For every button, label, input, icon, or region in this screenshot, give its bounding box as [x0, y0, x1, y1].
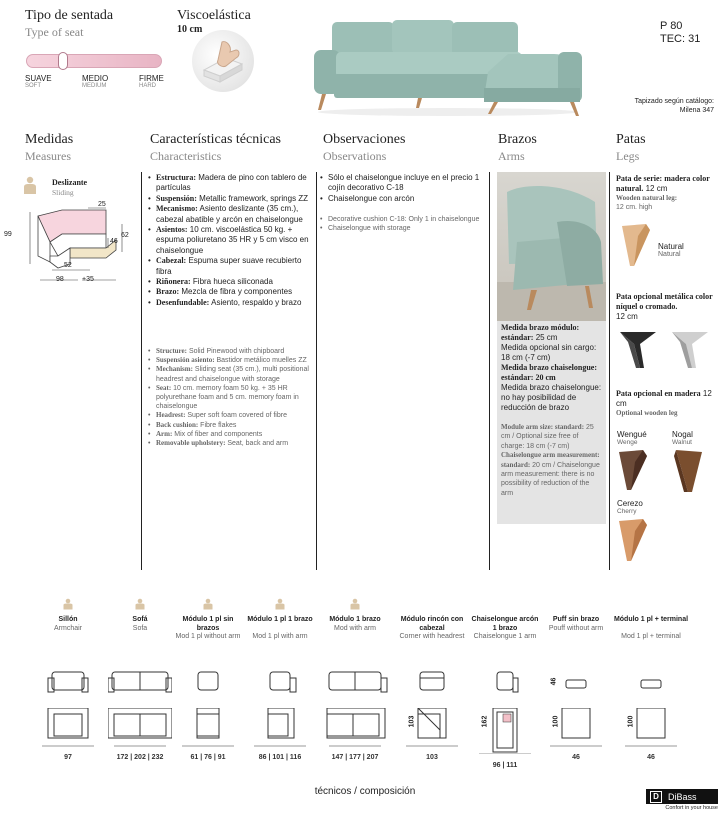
characteristic-en-item: [148, 439, 312, 448]
characteristic-en-item-text: Seat, back and arm: [227, 440, 289, 448]
mechanism-en: Sliding: [52, 188, 74, 197]
arm-en-std-text: 25 cm / Optional size free of charge: 18 cm (-7 cm): [501, 424, 594, 450]
module-card: [28, 596, 108, 776]
module-width-dimension: 96 | 111: [492, 762, 518, 769]
characteristic-es-item-label: Suspensión:: [156, 193, 197, 203]
characteristics-es-list: [148, 173, 312, 308]
legs-series-size: 12 cm: [645, 183, 668, 193]
module-name: Módulo 1 brazo: [329, 616, 381, 623]
characteristic-es-item: [148, 204, 312, 225]
brand-name: DiBass: [668, 791, 697, 802]
legs-metal-size: 12 cm: [616, 312, 638, 321]
module-name: Módulo 1 pl + terminal: [613, 616, 689, 623]
seat-firmness-scale: [26, 52, 164, 70]
legs-wood-en: Optional wooden leg: [616, 409, 678, 417]
legs-metal: [616, 292, 716, 322]
sofa-chaiselongue-illustration: [308, 14, 588, 118]
upholstery-note-line2: Milena 347: [679, 107, 714, 114]
characteristic-en-item-label: Suspensión asiento:: [156, 356, 215, 365]
module-card: [244, 596, 316, 776]
module-width-dimension: 46: [572, 754, 580, 761]
characteristics-header: [150, 132, 315, 164]
module-plan-view: [612, 708, 690, 754]
legs-series-en-label: Wooden natural leg:: [616, 193, 678, 202]
characteristic-en-item-text: Bastidor metálico muelles ZZ: [216, 357, 307, 365]
characteristic-en-item-text: 10 cm. memory foam 50 kg. + 35 HR polyurethane foam and 5 cm. memory foam in chaiselongue: [156, 384, 299, 411]
module-plan-view: [28, 708, 108, 754]
observation-es-item: • Sólo el chaiselongue incluye en el precio 1 cojín decorativo C-18: [320, 173, 486, 194]
brand-logo-bar: [646, 789, 718, 804]
walnut-leg-icon: [672, 448, 704, 494]
wenge-leg-icon: [617, 448, 649, 492]
observation-es-item: • Chaiselongue con arcón: [320, 194, 486, 204]
seat-type-subtitle: Type of seat: [25, 25, 84, 39]
module-front-view: [470, 668, 540, 696]
leg-finish-walnut-en: Walnut: [672, 439, 692, 446]
arm-en-std-block: [501, 423, 602, 451]
characteristic-es-item-text: Madera de pino con tablero de partículas: [156, 173, 307, 193]
foam-title: Viscoelástica: [177, 8, 251, 23]
characteristic-es-item-label: Mecanismo:: [156, 204, 198, 214]
characteristic-es-item: [148, 194, 312, 204]
module-plan-view: [244, 708, 316, 754]
observation-en-item: • Chaiselongue with storage: [320, 224, 486, 233]
module-width-dimension: 97: [64, 754, 72, 761]
person-seated-icon: [350, 598, 360, 610]
module-name-en: Chaiselongue 1 arm: [473, 633, 537, 640]
product-code-block: [660, 20, 722, 46]
leg-finish-cherry-en: Cherry: [617, 508, 637, 515]
legs-series-en-size: 12 cm. high: [616, 203, 653, 211]
module-name: Sofá: [132, 616, 148, 623]
observation-en-item: • Decorative cushion C-18: Only 1 in chaiselongue: [320, 215, 486, 224]
seat-firmness-bar: [26, 54, 162, 68]
leg-finish-walnut: [672, 430, 716, 499]
module-name-en: Mod 1 pl + terminal: [621, 633, 681, 640]
legs-header: [616, 132, 716, 164]
arm-chaise-label: Medida brazo chaiselongue: estándar: 20 cm: [501, 363, 597, 382]
characteristic-es-item: [148, 256, 312, 277]
characteristic-en-item-text: Solid Pinewood with chipboard: [188, 348, 285, 355]
seat-type-section: [25, 8, 175, 40]
characteristic-en-item: [148, 421, 312, 430]
leg-finish-wenge-en: Wenge: [617, 439, 638, 446]
divider-measures: [141, 172, 142, 570]
characteristics-en-list: [148, 347, 312, 448]
characteristic-es-item: [148, 277, 312, 287]
leg-finish-cherry-es: Cerezo: [617, 499, 643, 508]
legs-metal-label: Pata opcional metálica color níquel o cromado.: [616, 292, 713, 311]
characteristic-en-item: [148, 365, 312, 383]
characteristic-en-item: [148, 411, 312, 420]
characteristic-en-item-label: Seat:: [156, 383, 172, 392]
module-side-dimension: 103: [408, 715, 416, 728]
cherry-leg-icon: [617, 517, 649, 563]
arm-photo: [497, 172, 606, 321]
leg-finish-walnut-es: Nogal: [672, 430, 693, 439]
module-plan-view: [316, 708, 394, 754]
seat-scale-medium: [82, 74, 122, 89]
mechanism-es: Deslizante: [52, 178, 88, 187]
observations-title: Observaciones: [323, 132, 406, 147]
arm-std-block: [501, 323, 602, 343]
divider-arms: [609, 172, 610, 570]
brand-logo: [646, 789, 718, 813]
seat-scale-medium-en: MEDIUM: [82, 83, 107, 89]
characteristics-subtitle: Characteristics: [150, 149, 222, 163]
arm-en-chaise-block: [501, 451, 602, 498]
arm-info-box: [497, 321, 606, 524]
characteristic-en-item-text: Sliding seat (35 cm.), multi positional headrest and chaiselongue with storage: [156, 366, 309, 383]
characteristics-title: Características técnicas: [150, 132, 281, 147]
arm-std-optional: Medida opcional sin cargo: 18 cm (-7 cm): [501, 343, 597, 362]
divider-observations: [489, 172, 490, 570]
characteristics-en: [148, 347, 312, 448]
foam-size: 10 cm: [177, 24, 203, 35]
seat-firmness-marker: [58, 52, 68, 70]
module-card: [316, 596, 394, 776]
characteristic-es-item-text: Asiento deslizante (35 cm.), cabezal abatible y arcón en chaiselongue: [156, 204, 303, 224]
characteristic-es-item-label: Asientos:: [156, 225, 188, 235]
person-seated-icon: [203, 598, 213, 610]
characteristic-en-item-label: Structure:: [156, 347, 187, 355]
upholstery-note-line1: Tapizado según catálogo:: [634, 98, 714, 105]
module-name-en: Mod 1 pl without arm: [175, 633, 241, 640]
module-name: Chaiselongue arcón 1 brazo: [471, 616, 539, 632]
seat-scale-soft: [25, 74, 65, 89]
leg-finish-wenge: [617, 430, 665, 497]
dim-seat-height: 46: [110, 238, 118, 245]
characteristic-es-item-label: Desenfundable:: [156, 297, 210, 307]
seat-scale-soft-en: SOFT: [25, 83, 41, 89]
measures-title: Medidas: [25, 132, 74, 147]
dim-extension: +35: [82, 276, 94, 283]
legs-series-en-text: [616, 194, 716, 212]
legs-subtitle: Legs: [616, 149, 640, 163]
module-front-view: [108, 668, 172, 696]
dim-height: 99: [4, 231, 12, 238]
characteristic-es-item-label: Cabezal:: [156, 256, 187, 266]
brand-tagline: Confort in your house: [665, 805, 718, 811]
characteristic-es-item-text: Mezcla de fibra y componentes: [181, 287, 293, 297]
leg-finish-cherry: [617, 499, 665, 568]
module-front-view: [172, 668, 244, 696]
legs-series: [616, 174, 716, 212]
observations-es: [320, 173, 486, 204]
seat-scale-hard: [139, 74, 179, 89]
legs-wood-size: 12 cm: [616, 389, 712, 408]
observations-es-list: [320, 173, 486, 204]
legs-wood: [616, 389, 716, 418]
characteristic-en-item-label: Back cushion:: [156, 420, 199, 429]
seat-scale-hard-es: FIRME: [139, 74, 164, 83]
arms-title: Brazos: [498, 132, 537, 147]
arm-en-chaise-label: Chaiselongue arm measurement: standard:: [501, 451, 600, 469]
characteristic-es-item-label: Brazo:: [156, 287, 180, 297]
characteristic-es-item: [148, 173, 312, 194]
legs-title: Patas: [616, 132, 646, 147]
observations-en: [320, 215, 486, 233]
characteristic-en-item-text: Super soft foam covered of fibre: [187, 412, 287, 420]
observations-en-list: [320, 215, 486, 233]
legs-wood-label: Pata opcional en madera: [616, 389, 701, 398]
module-card: [612, 596, 690, 776]
module-front-view: [612, 668, 690, 696]
characteristic-en-item-label: Headrest:: [156, 411, 186, 420]
product-tec: TEC: 31: [660, 33, 701, 45]
module-name-en: Mod 1 pl with arm: [252, 633, 308, 640]
module-name-en: Sofa: [132, 624, 148, 632]
dim-depth: 52: [64, 262, 72, 269]
dim-back: 25: [98, 201, 106, 208]
module-side-dimension: 100: [627, 715, 635, 728]
characteristic-es-item-text: 10 cm. viscoelástica 50 kg. + espuma poliuretano 35 HR y 5 cm visco en chaiselongue: [156, 225, 309, 255]
characteristics-es: [148, 173, 312, 308]
mechanism-badge: [23, 176, 133, 198]
arms-header: [498, 132, 606, 164]
arm-chaise-text: Medida brazo chaiselongue: no hay posibilidad de reducción de brazo: [501, 383, 602, 412]
seat-type-title: Tipo de sentada: [25, 8, 114, 23]
person-seated-icon: [23, 176, 37, 196]
foam-image: [192, 30, 254, 92]
person-seated-icon: [135, 598, 145, 610]
characteristic-en-item-label: Mechanism:: [156, 365, 193, 374]
natural-wood-leg-icon: [620, 222, 654, 268]
arm-en-chaise-text: 20 cm / Chaiselongue arm measurement: there is no possibility of reduction of the arm: [501, 461, 600, 497]
module-card: [470, 596, 540, 776]
memory-foam-hand-icon: [192, 30, 254, 92]
product-code: P 80: [660, 20, 683, 32]
footer-text: técnicos / composición: [314, 786, 416, 797]
seat-scale-medium-es: MEDIO: [82, 74, 109, 83]
module-front-view: [244, 668, 316, 696]
characteristic-en-item-label: Arm:: [156, 429, 173, 438]
characteristic-en-item: [148, 356, 312, 365]
legs-wood-text: [616, 389, 716, 409]
characteristic-en-item: [148, 384, 312, 412]
characteristic-es-item: [148, 225, 312, 256]
characteristic-en-item-label: Removable upholstery:: [156, 439, 226, 448]
module-front-view: [394, 668, 470, 696]
black-metal-leg-icon: [616, 328, 660, 370]
measures-header: [25, 132, 140, 164]
measures-diagram: [4, 198, 136, 288]
legs-natural-label: [658, 242, 684, 258]
sofa-hero-image: [308, 14, 588, 118]
characteristic-es-item: [148, 298, 312, 308]
characteristic-es-item-text: Fibra hueca siliconada: [192, 277, 273, 287]
divider-characteristics: [316, 172, 317, 570]
module-width-dimension: 147 | 177 | 207: [331, 754, 379, 761]
module-front-view: [28, 668, 108, 696]
module-width-dimension: 46: [647, 754, 655, 761]
person-seated-icon: [275, 598, 285, 610]
observations-subtitle: Observations: [323, 149, 387, 163]
module-name: Módulo 1 pl 1 brazo: [247, 616, 313, 623]
legs-series-text: [616, 174, 716, 194]
characteristic-es-item-label: Estructura:: [156, 173, 196, 182]
dim-arm: 62: [121, 232, 129, 239]
arm-en-std-label: Module arm size: standard:: [501, 423, 585, 431]
module-side-dimension: 100: [552, 715, 560, 728]
characteristic-en-item: [148, 347, 312, 356]
modules-row: [28, 596, 718, 776]
legs-natural-es: Natural: [658, 242, 684, 251]
module-name: Módulo rincón con cabezal: [400, 616, 464, 632]
module-name-en: Mod with arm: [333, 624, 376, 632]
module-width-dimension: 86 | 101 | 116: [258, 754, 302, 761]
module-name-en: Armchair: [53, 624, 82, 632]
characteristic-en-item-text: Fibre flakes: [200, 421, 237, 429]
characteristic-es-item-text: Asiento, respaldo y brazo: [211, 297, 302, 307]
module-plan-view: [108, 708, 172, 754]
module-plan-view: [394, 708, 470, 754]
module-front-view: [316, 668, 394, 696]
arm-std-value: 25 cm: [535, 333, 558, 342]
module-width-dimension: 61 | 76 | 91: [190, 754, 226, 761]
module-width-dimension: 103: [426, 754, 438, 761]
observations-header: [323, 132, 488, 164]
dim-total: 98: [56, 276, 64, 283]
sofa-dimension-drawing: [18, 198, 136, 288]
characteristic-en-item-text: Mix of fiber and components: [174, 430, 263, 438]
arm-std-label: Medida brazo módulo: estándar:: [501, 323, 580, 342]
module-side-dimension: 162: [481, 715, 489, 728]
brand-logo-mark: D: [650, 791, 662, 803]
module-plan-view: [540, 708, 612, 754]
module-card: [172, 596, 244, 776]
leg-finish-wenge-es: Wengué: [617, 430, 647, 439]
measures-subtitle: Measures: [25, 149, 71, 163]
module-name: Sillón: [58, 616, 78, 623]
characteristic-es-item-label: Riñonera:: [156, 277, 191, 287]
module-plan-view: [172, 708, 244, 754]
seat-scale-soft-es: SUAVE: [25, 74, 52, 83]
upholstery-note: [580, 97, 714, 115]
module-card: [108, 596, 172, 776]
module-card: [394, 596, 470, 776]
seat-scale-hard-en: HARD: [139, 83, 157, 89]
characteristic-en-item: [148, 430, 312, 439]
module-width-dimension: 172 | 202 | 232: [116, 754, 164, 761]
arms-subtitle: Arms: [498, 149, 525, 163]
characteristic-es-item: [148, 287, 312, 297]
person-seated-icon: [63, 598, 73, 610]
arm-closeup-illustration: [497, 172, 606, 321]
characteristic-es-item-text: Metallic framework, springs ZZ: [199, 193, 309, 203]
module-name-en: Pouff without arm: [548, 624, 604, 632]
module-name: Módulo 1 pl sin brazos: [182, 616, 234, 632]
characteristic-es-item-text: Espuma super suave recubierto fibra: [156, 256, 302, 276]
legs-series-label: Pata de serie: madera color natural.: [616, 174, 710, 193]
module-name: Puff sin brazo: [552, 616, 600, 623]
module-height-dimension: 46: [550, 677, 558, 686]
module-name-en: Corner with headrest: [399, 633, 465, 640]
chrome-metal-leg-icon: [668, 328, 712, 370]
legs-natural-en: Natural: [658, 251, 681, 258]
module-card: [540, 596, 612, 776]
